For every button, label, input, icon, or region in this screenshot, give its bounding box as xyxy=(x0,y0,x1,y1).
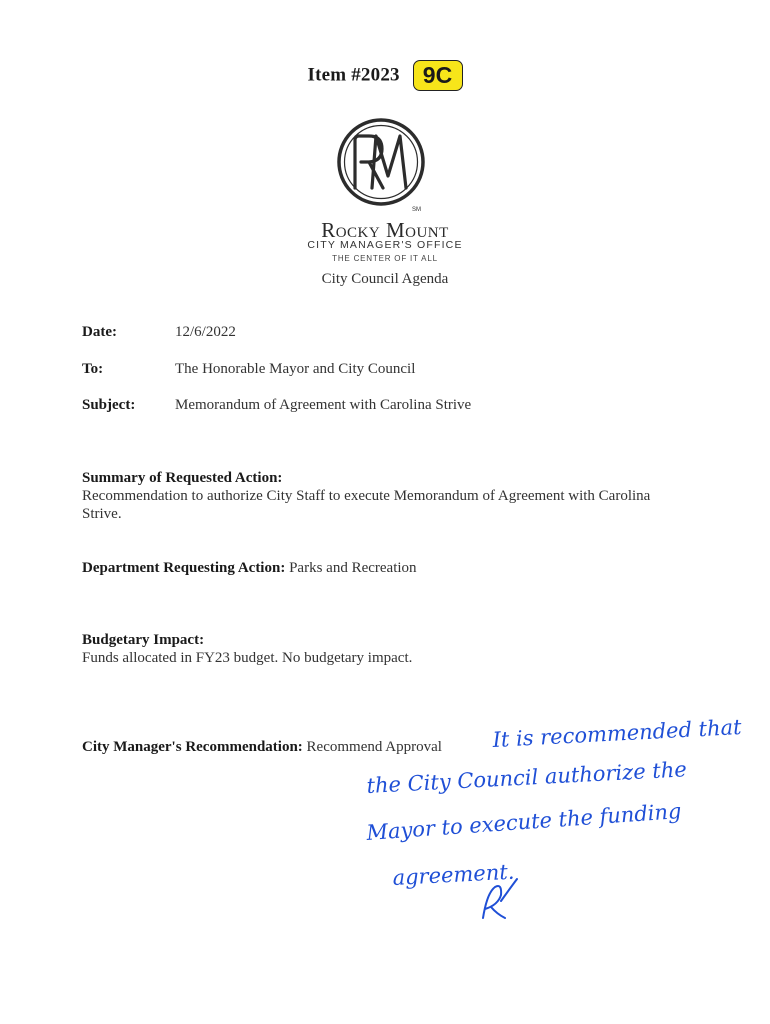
subject-value: Memorandum of Agreement with Carolina Strive xyxy=(175,397,472,413)
handwritten-line-3: Mayor to execute the funding xyxy=(365,799,683,845)
recommendation-label: City Manager's Recommendation: xyxy=(82,739,303,755)
handwritten-note xyxy=(355,715,755,925)
department-label: Department Requesting Action: xyxy=(82,560,286,576)
date-label: Date: xyxy=(82,324,117,340)
summary-heading: Summary of Requested Action: xyxy=(82,470,283,486)
item-number-header xyxy=(0,60,770,91)
budget-section xyxy=(82,631,692,667)
subject-label: Subject: xyxy=(82,397,136,413)
handwritten-line-2: the City Council authorize the xyxy=(366,757,688,798)
item-number: Item #2023 xyxy=(307,64,400,86)
agenda-title: City Council Agenda xyxy=(321,271,449,287)
item-tag-badge: 9C xyxy=(413,60,463,91)
summary-text: Recommendation to authorize City Staff to execute Memorandum of Agreement with Carolina Strive. xyxy=(82,488,651,522)
rocky-mount-seal-logo xyxy=(336,118,426,214)
recommendation-value: Recommend Approval xyxy=(306,739,442,755)
handwritten-line-1: It is recommended that xyxy=(492,715,743,752)
org-tagline: THE CENTER OF IT ALL xyxy=(332,254,438,263)
to-value: The Honorable Mayor and City Council xyxy=(175,361,416,377)
handwritten-line-4: agreement. xyxy=(392,859,515,890)
budget-text: Funds allocated in FY23 budget. No budgetary impact. xyxy=(82,650,413,666)
svg-text:SM: SM xyxy=(412,207,421,213)
department-section xyxy=(82,559,692,577)
budget-heading: Budgetary Impact: xyxy=(82,632,205,648)
department-value: Parks and Recreation xyxy=(289,560,417,576)
date-value: 12/6/2022 xyxy=(175,324,236,340)
to-label: To: xyxy=(82,361,104,377)
org-name: Rocky Mount xyxy=(321,218,449,242)
summary-section xyxy=(82,469,692,523)
org-office: CITY MANAGER'S OFFICE xyxy=(307,239,463,251)
